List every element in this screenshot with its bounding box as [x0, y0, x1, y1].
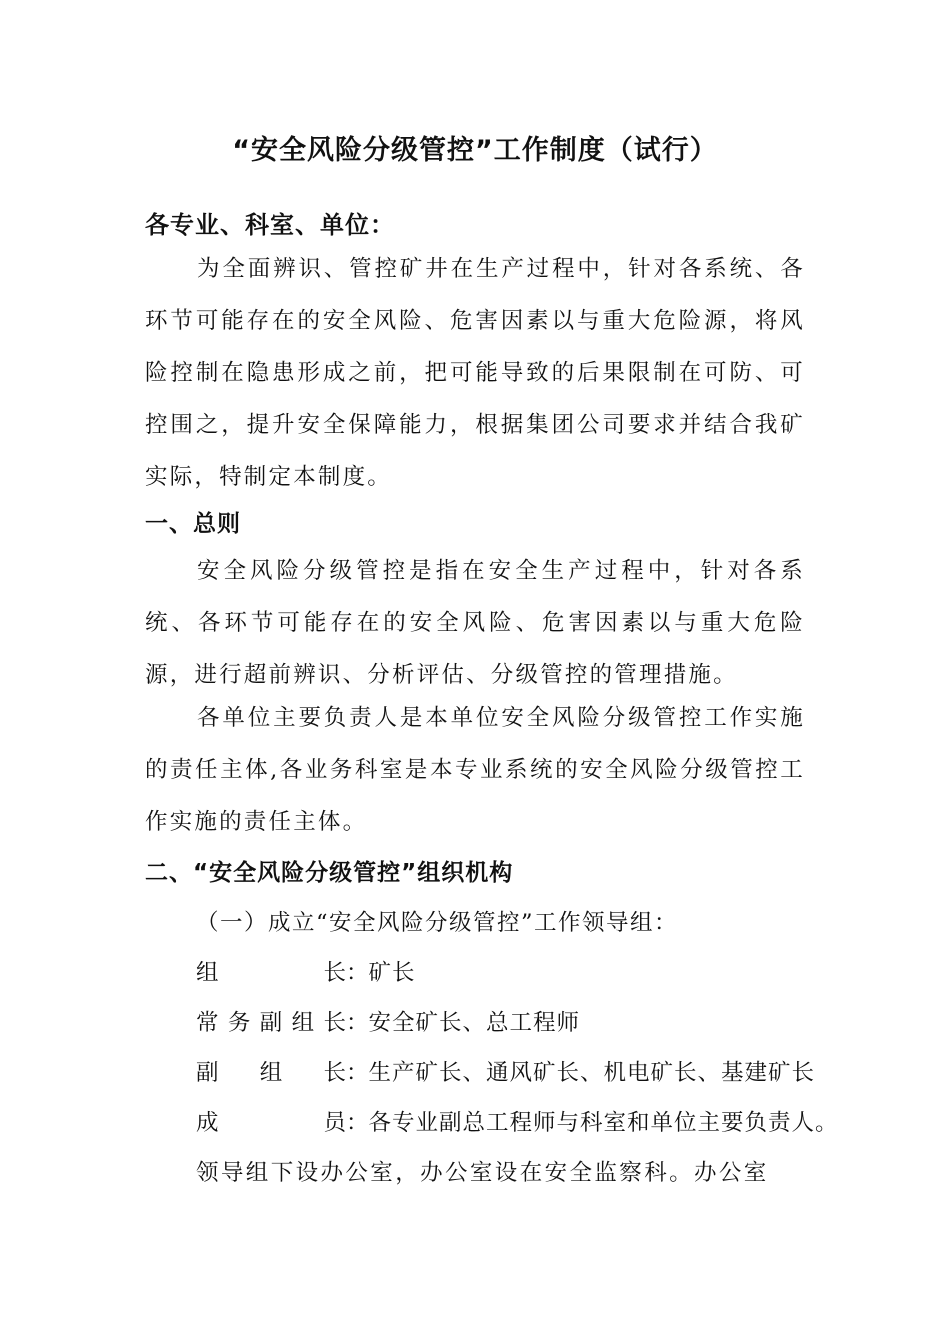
- intro-paragraph: 为全面辨识、管控矿井在生产过程中，针对各系统、各环节可能存在的安全风险、危害因素以与重大危险源，将风险控制在隐患形成之前，把可能导致的后果限制在可防、可控围之，提升安全保障能力，根据集团公司要求并结合我矿实际，特制定本制度。: [145, 256, 805, 490]
- roster-value: 生产矿长、通风矿长、机电矿长、基建矿长: [368, 1060, 816, 1086]
- roster-value: 各专业副总工程师与科室和单位主要负责人。: [368, 1110, 839, 1136]
- roster-row-deputy: 副组长：生产矿长、通风矿长、机电矿长、基建矿长: [196, 1055, 815, 1087]
- roster-value: 安全矿长、总工程师: [368, 1010, 581, 1036]
- office-paragraph: 领导组下设办公室，办公室设在安全监察科。办公室: [196, 1160, 769, 1186]
- roster-row-leader: 组长：矿长: [196, 955, 416, 987]
- document-title: “安全风险分级管控”工作制度（试行）: [232, 135, 718, 166]
- section2-heading: 二、“安全风险分级管控”组织机构: [145, 860, 514, 886]
- section1-heading: 一、总则: [145, 511, 241, 537]
- section2-subheading: （一）成立“安全风险分级管控”工作领导组：: [196, 910, 679, 936]
- roster-row-members: 成员：各专业副总工程师与科室和单位主要负责人。: [196, 1105, 839, 1137]
- roster-role: 常务副组长: [196, 1010, 346, 1036]
- roster-role: 副组长: [196, 1060, 346, 1086]
- roster-role: 成员: [196, 1110, 346, 1136]
- roster-role: 组长: [196, 960, 346, 986]
- section1-paragraph-1: 安全风险分级管控是指在安全生产过程中，针对各系统、各环节可能存在的安全风险、危害因素以与重大危险源，进行超前辨识、分析评估、分级管控的管理措施。: [145, 558, 805, 688]
- roster-row-executive-deputy: 常务副组长：安全矿长、总工程师: [196, 1005, 580, 1037]
- roster-value: 矿长: [368, 960, 416, 986]
- salutation: 各专业、科室、单位：: [145, 211, 395, 239]
- section1-paragraph-2: 各单位主要负责人是本单位安全风险分级管控工作实施的责任主体,各业务科室是本专业系统的安全风险分级管控工作实施的责任主体。: [145, 705, 805, 835]
